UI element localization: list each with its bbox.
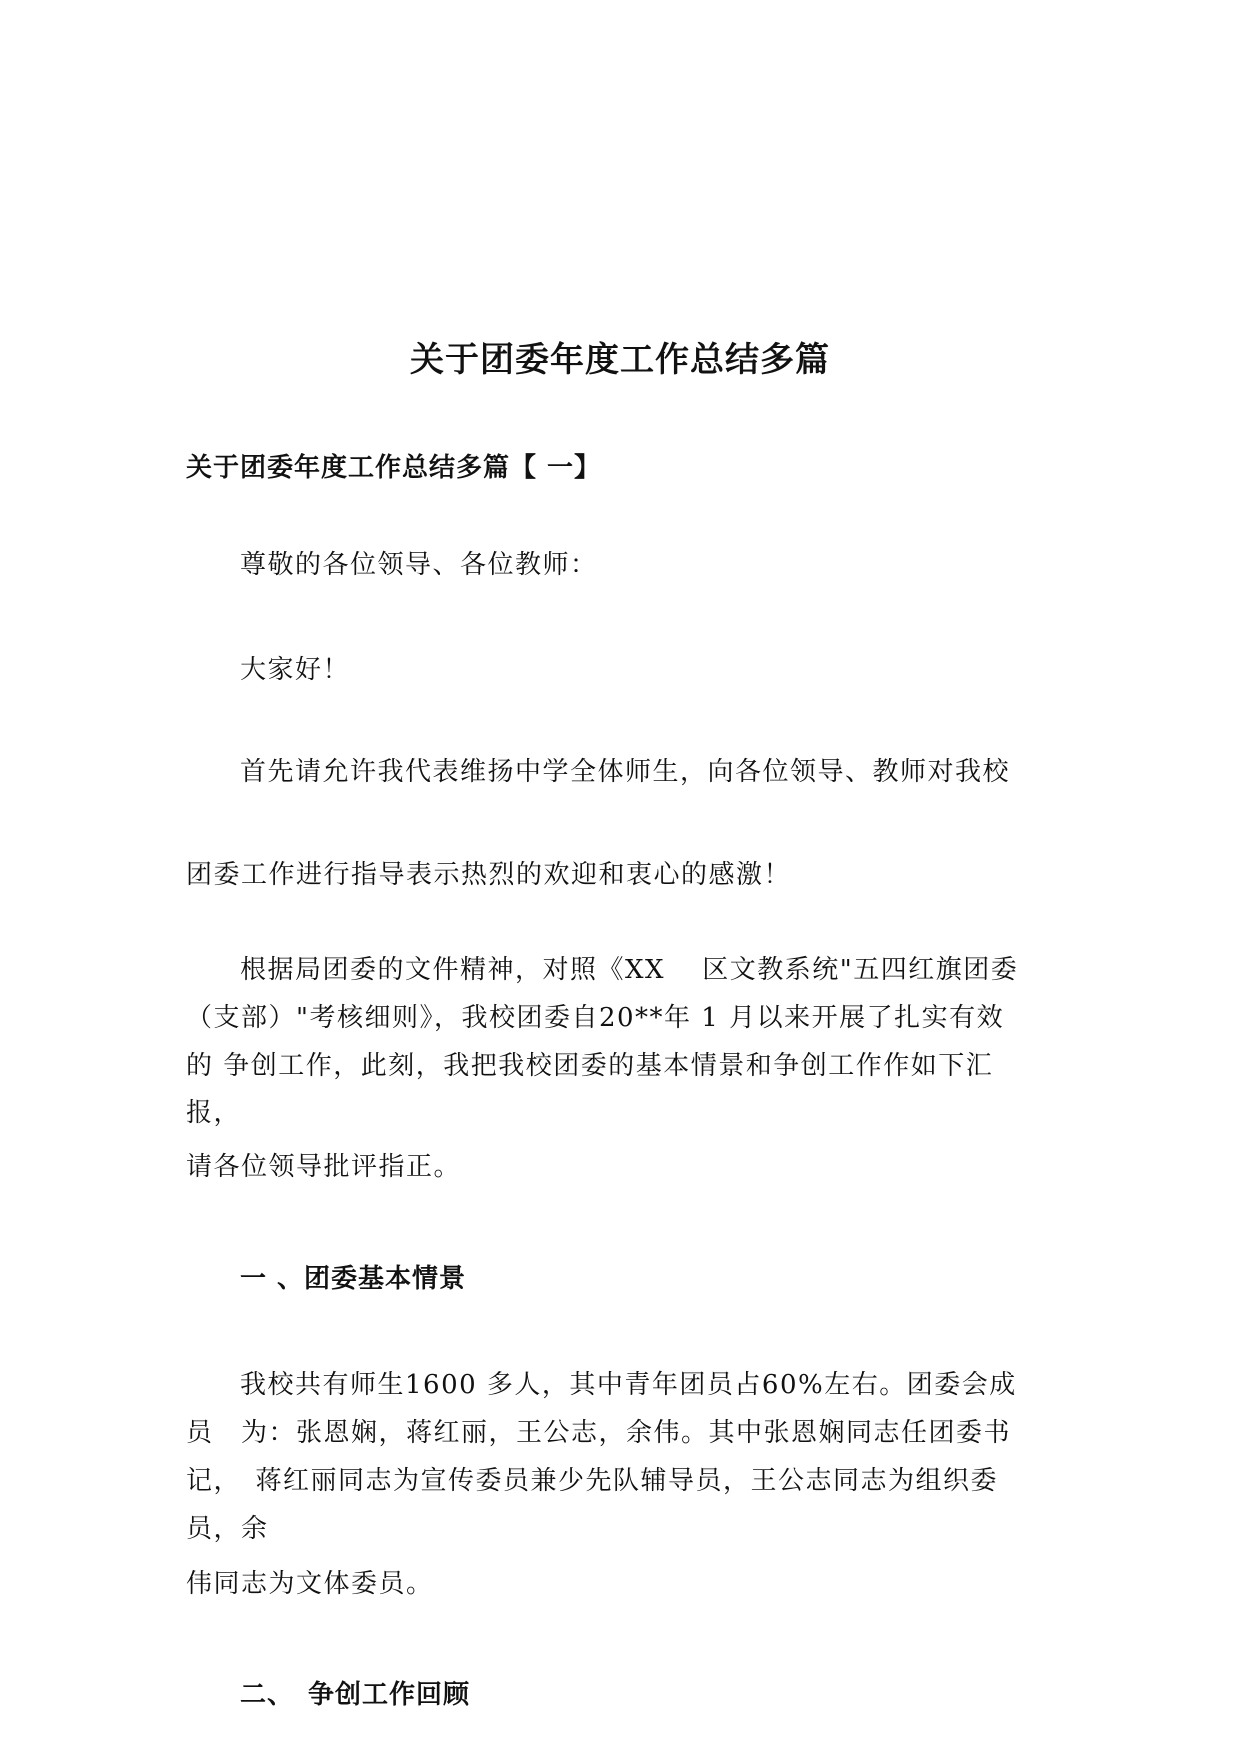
hello: 大家好！ <box>240 655 351 685</box>
paragraph-line: 员 为：张恩娴，蒋红丽，王公志，余伟。其中张恩娴同志任团委书 <box>186 1418 1012 1448</box>
paragraph-line: 我校共有师生1600 多人，其中青年团员占60%左右。团委会成 <box>240 1370 1017 1400</box>
paragraph-line: 员，余 <box>186 1514 269 1544</box>
paragraph-line: 根据局团委的文件精神，对照《XX 区文教系统"五四红旗团委 <box>240 955 1019 985</box>
heading-work-review: 二、 争创工作回顾 <box>240 1680 471 1710</box>
paragraph-line: 首先请允许我代表维扬中学全体师生，向各位领导、教师对我校 <box>240 757 1011 787</box>
paragraph-line: 的 争创工作，此刻，我把我校团委的基本情景和争创工作作如下汇 <box>186 1051 994 1081</box>
heading-basic-situation: 一 、团委基本情景 <box>240 1264 467 1294</box>
paragraph-line: 团委工作进行指导表示热烈的欢迎和衷心的感激！ <box>186 860 792 890</box>
paragraph-line: 伟同志为文体委员。 <box>186 1569 434 1599</box>
paragraph-line: 报， <box>186 1098 242 1128</box>
paragraph-line: 记， 蒋红丽同志为宣传委员兼少先队辅导员，王公志同志为组织委 <box>186 1466 999 1496</box>
greeting: 尊敬的各位领导、各位教师： <box>240 550 598 580</box>
paragraph-line: 请各位领导批评指正。 <box>186 1152 462 1182</box>
document-title: 关于团委年度工作总结多篇 <box>410 340 830 380</box>
section-heading: 关于团委年度工作总结多篇【 一】 <box>186 453 602 483</box>
paragraph-line: （支部）"考核细则》，我校团委自20**年 1 月以来开展了扎实有效 <box>186 1003 1005 1033</box>
